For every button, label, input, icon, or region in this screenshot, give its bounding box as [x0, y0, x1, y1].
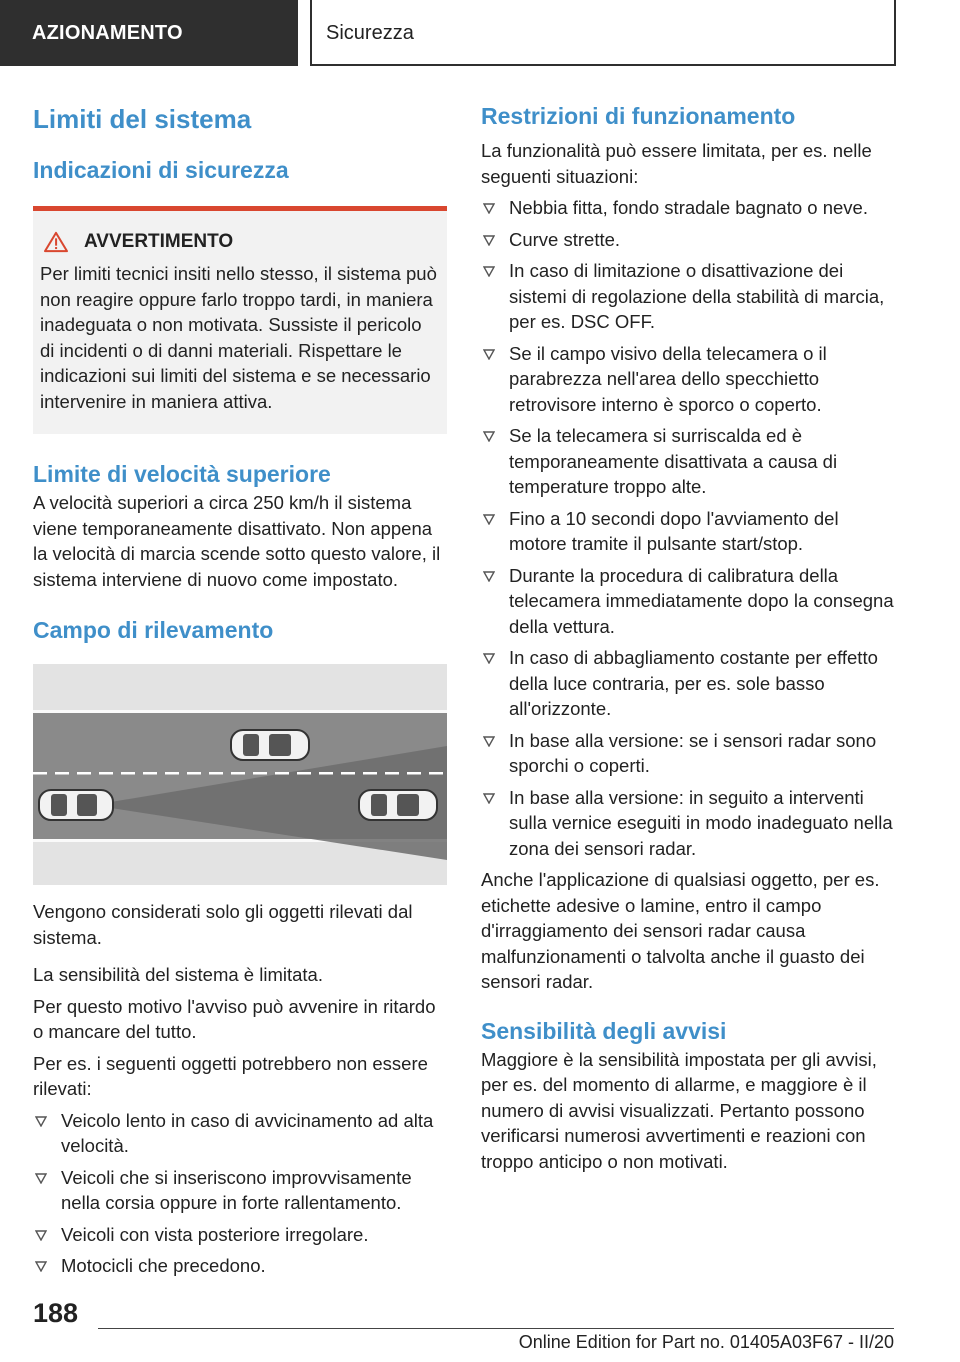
warning-title: AVVERTIMENTO — [84, 231, 234, 252]
paragraph-examples: Per es. i seguenti oggetti potrebbero non essere rilevati: — [33, 1052, 428, 1099]
triangle-bullet-icon — [483, 203, 495, 214]
car-own — [39, 790, 113, 820]
section-title: Limiti del sistema — [33, 104, 252, 134]
car-ahead-left-lane — [231, 730, 309, 760]
list-item: In base alla versione: se i sensori radar sono sporchi o coperti. — [481, 728, 895, 779]
restrictions-heading: Restrizioni di funzionamento — [481, 103, 796, 129]
warning-sensitivity-text: Maggiore è la sensibilità impostata per gli avvisi, per es. del momento di allarme, e maggiore è il numero di avvisi visualizzati. Pertanto possono verificarsi numerosi avvertimenti e reazioni con troppo anticipo o non motivati. — [481, 1048, 877, 1172]
triangle-bullet-icon — [483, 349, 495, 360]
road-diagram — [33, 664, 447, 885]
detection-range-heading: Campo di rilevamento — [33, 617, 274, 643]
radar-interference-text: Anche l'applicazione di qualsiasi oggetto, per es. etichette adesive o lamine, entro il campo d'irraggiamento dei sensori radar causa malfunzionamenti o talvolta anche il guasto dei sensori radar. — [481, 869, 880, 992]
triangle-bullet-icon — [483, 653, 495, 664]
left-column — [33, 100, 447, 1285]
triangle-bullet-icon — [483, 235, 495, 246]
paragraph-delay: Per questo motivo l'avviso può avvenire in ritardo o mancare del tutto. — [33, 995, 436, 1042]
triangle-bullet-icon — [483, 736, 495, 747]
triangle-bullet-icon — [35, 1116, 47, 1127]
list-item: In base alla versione: in seguito a interventi sulla vernice eseguiti in modo inadeguato nella zona dei sensori radar. — [481, 785, 895, 862]
chapter-tab: Sicurezza — [310, 0, 896, 66]
triangle-bullet-icon — [483, 793, 495, 804]
footer-divider — [98, 1328, 894, 1329]
list-item: In caso di abbagliamento costante per effetto della luce contraria, per es. sole basso all'orizzonte. — [481, 645, 895, 722]
triangle-bullet-icon — [35, 1173, 47, 1184]
triangle-bullet-icon — [35, 1230, 47, 1241]
triangle-bullet-icon — [35, 1261, 47, 1272]
list-item: In caso di limitazione o disattivazione dei sistemi di regolazione della stabilità di marcia, per es. DSC OFF. — [481, 258, 895, 335]
list-item: Motocicli che precedono. — [33, 1253, 447, 1279]
list-item: Veicoli con vista posteriore irregolare. — [33, 1222, 447, 1248]
safety-heading: Indicazioni di sicurezza — [33, 157, 289, 183]
page-header — [0, 0, 960, 66]
list-item: Se la telecamera si surriscalda ed è temporaneamente disattivata a causa di temperature troppo alte. — [481, 423, 895, 500]
list-item: Veicoli che si inseriscono improvvisamente nella corsia oppure in forte rallentamento. — [33, 1165, 447, 1216]
section-tab: AZIONAMENTO — [0, 0, 298, 66]
warning-sensitivity-heading: Sensibilità degli avvisi — [481, 1017, 727, 1044]
right-column — [481, 100, 895, 1180]
triangle-bullet-icon — [483, 431, 495, 442]
speed-limit-heading: Limite di velocità superiore — [33, 461, 331, 487]
triangle-bullet-icon — [483, 571, 495, 582]
paragraph-sensitivity: La sensibilità del sistema è limitata. — [33, 964, 323, 985]
list-item: Veicolo lento in caso di avvicinamento ad alta velocità. — [33, 1108, 447, 1159]
list-item: Durante la procedura di calibratura della telecamera immediatamente dopo la consegna della vettura. — [481, 563, 895, 640]
warning-box — [33, 206, 447, 434]
speed-limit-text: A velocità superiori a circa 250 km/h il sistema viene temporaneamente disattivato. Non appena la velocità di marcia scende sotto questo valore, il sistema interviene di nuovo come impostato. — [33, 492, 441, 590]
undetected-objects-list — [33, 1108, 447, 1279]
list-item: Curve strette. — [481, 227, 895, 253]
page-number: 188 — [33, 1298, 79, 1328]
warning-header — [40, 231, 439, 253]
restrictions-list — [481, 195, 895, 861]
edition-info: Online Edition for Part no. 01405A03F67 - II/20 — [518, 1332, 894, 1352]
list-item: Nebbia fitta, fondo stradale bagnato o neve. — [481, 195, 895, 221]
triangle-bullet-icon — [483, 514, 495, 525]
detection-range-illustration — [33, 664, 447, 885]
triangle-bullet-icon — [483, 266, 495, 277]
paragraph-objects: Vengono considerati solo gli oggetti rilevati dal sistema. — [33, 901, 413, 948]
warning-triangle-icon — [42, 231, 70, 253]
warning-text: Per limiti tecnici insiti nello stesso, il sistema può non reagire oppure farlo troppo tardi, in maniera inadeguata o non motivata. Sussiste il pericolo di incidenti o di danni materiali. Rispettare le indicazioni sui limiti del sistema e se necessario intervenire in maniera attiva. — [40, 263, 437, 412]
list-item: Se il campo visivo della telecamera o il parabrezza nell'area dello specchietto retrovisore interno è sporco o coperto. — [481, 341, 895, 418]
car-ahead-same-lane — [359, 790, 437, 820]
restrictions-intro: La funzionalità può essere limitata, per es. nelle seguenti situazioni: — [481, 140, 872, 187]
list-item: Fino a 10 secondi dopo l'avviamento del motore tramite il pulsante start/stop. — [481, 506, 895, 557]
